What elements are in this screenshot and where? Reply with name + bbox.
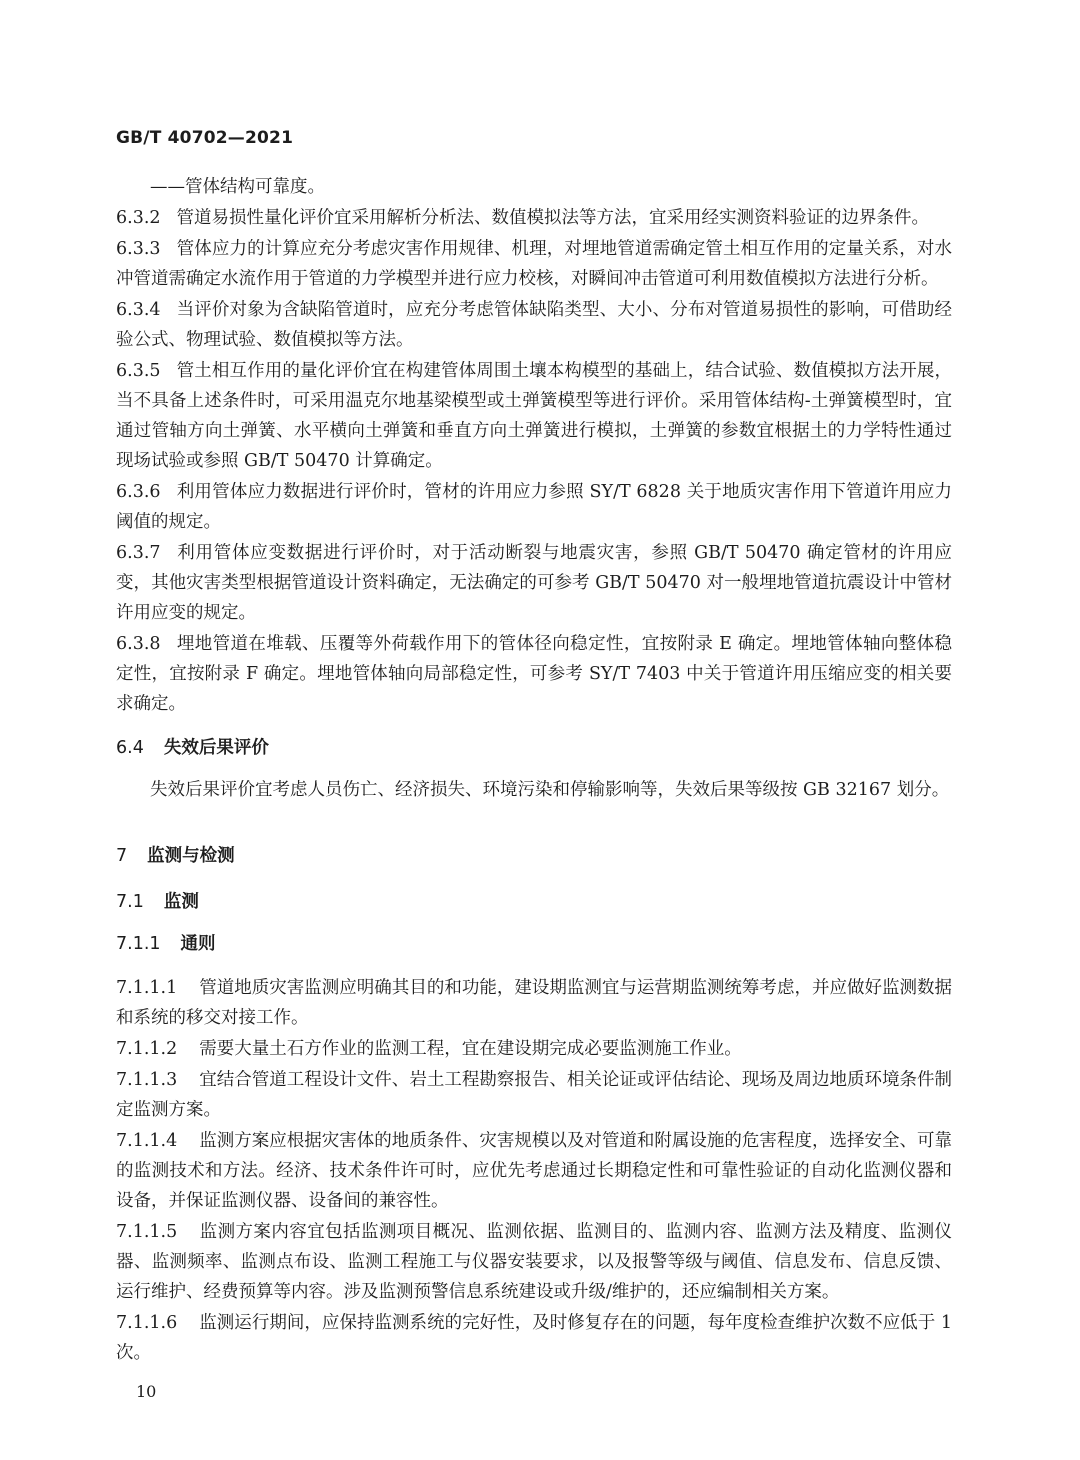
- chapter-heading-7: [116, 841, 952, 871]
- clause-number: 6.3.7: [116, 543, 161, 563]
- clause-number: 6.3.4: [116, 300, 161, 320]
- clause-number: 7.1.1.6: [116, 1313, 178, 1333]
- clause-number: 6.3.6: [116, 482, 161, 502]
- clause-number: 6.3.3: [116, 239, 161, 259]
- clause-text: 管体应力的计算应充分考虑灾害作用规律、机理，对埋地管道需确定管土相互作用的定量关系，对水冲管道需确定水流作用于管道的力学模型并进行应力校核，对瞬间冲击管道可利用数值模拟方法进行分析。: [116, 239, 952, 289]
- clause-7-1-1-3: [116, 1065, 952, 1125]
- section-title: 监测: [163, 892, 199, 912]
- clause-text: 监测运行期间，应保持监测系统的完好性，及时修复存在的问题，每年度检查维护次数不应低于 1 次。: [116, 1313, 952, 1363]
- clause-text: 管道易损性量化评价宜采用解析分析法、数值模拟法等方法，宜采用经实测资料验证的边界条件。: [176, 208, 930, 228]
- clause-number: 6.3.5: [116, 361, 161, 381]
- clause-6-3-6: [116, 477, 952, 537]
- clause-number: 6.3.8: [116, 634, 161, 654]
- clause-7-1-1-6: [116, 1308, 952, 1368]
- clause-number: 7.1.1.1: [116, 978, 178, 998]
- section-number: 7.1: [116, 892, 144, 912]
- clause-text: 监测方案应根据灾害体的地质条件、灾害规模以及对管道和附属设施的危害程度，选择安全、可靠的监测技术和方法。经济、技术条件许可时，应优先考虑通过长期稳定性和可靠性验证的自动化监测仪器和设备，并保证监测仪器、设备间的兼容性。: [116, 1131, 952, 1211]
- clause-6-3-3: [116, 234, 952, 294]
- section-6-4-paragraph: [116, 775, 952, 805]
- clause-text: 当评价对象为含缺陷管道时，应充分考虑管体缺陷类型、大小、分布对管道易损性的影响，可借助经验公式、物理试验、数值模拟等方法。: [116, 300, 952, 350]
- clause-7-1-1-5: [116, 1217, 952, 1307]
- clause-number: 6.3.2: [116, 208, 161, 228]
- clause-text: 监测方案内容宜包括监测项目概况、监测依据、监测目的、监测内容、监测方法及精度、监测仪器、监测频率、监测点布设、监测工程施工与仪器安装要求，以及报警等级与阈值、信息发布、信息反馈、运行维护、经费预算等内容。涉及监测预警信息系统建设或升级/维护的，还应编制相关方案。: [116, 1222, 952, 1302]
- chapter-number: 7: [116, 846, 128, 866]
- clause-6-3-5: [116, 356, 952, 476]
- clause-text: 管道地质灾害监测应明确其目的和功能，建设期监测宜与运营期监测统筹考虑，并应做好监测数据和系统的移交对接工作。: [116, 978, 952, 1028]
- clause-6-3-2: [116, 203, 952, 233]
- clause-text: 宜结合管道工程设计文件、岩土工程勘察报告、相关论证或评估结论、现场及周边地质环境条件制定监测方案。: [116, 1070, 952, 1120]
- chapter-title: 监测与检测: [147, 846, 235, 866]
- paragraph-text: 失效后果评价宜考虑人员伤亡、经济损失、环境污染和停输影响等，失效后果等级按 GB 32167 划分。: [150, 780, 950, 800]
- list-item-dash: [116, 172, 952, 202]
- clause-6-3-7: [116, 538, 952, 628]
- clause-7-1-1-2: [116, 1034, 952, 1064]
- section-number: 6.4: [116, 738, 144, 758]
- clause-text: 利用管体应力数据进行评价时，管材的许用应力参照 SY/T 6828 关于地质灾害作用下管道许用应力阈值的规定。: [116, 482, 952, 532]
- section-heading-7-1: [116, 887, 952, 917]
- section-heading-6-4: [116, 733, 952, 763]
- section-title: 失效后果评价: [163, 738, 269, 758]
- page-body: [116, 172, 952, 1369]
- clause-text: 需要大量土石方作业的监测工程，宜在建设期完成必要监测施工作业。: [199, 1039, 742, 1059]
- paragraph-text: ——管体结构可靠度。: [150, 177, 325, 197]
- clause-text: 利用管体应变数据进行评价时，对于活动断裂与地震灾害，参照 GB/T 50470 确定管材的许用应变，其他灾害类型根据管道设计资料确定，无法确定的可参考 GB/T 50470 对一般埋地管道抗震设计中管材许用应变的规定。: [116, 543, 952, 623]
- section-number: 7.1.1: [116, 934, 161, 954]
- clause-6-3-4: [116, 295, 952, 355]
- section-heading-7-1-1: [116, 929, 952, 959]
- standard-number: GB/T 40702—2021: [116, 128, 294, 148]
- clause-7-1-1-1: [116, 973, 952, 1033]
- clause-7-1-1-4: [116, 1126, 952, 1216]
- clause-number: 7.1.1.4: [116, 1131, 178, 1151]
- clause-6-3-8: [116, 629, 952, 719]
- clause-text: 管土相互作用的量化评价宜在构建管体周围土壤本构模型的基础上，结合试验、数值模拟方法开展，当不具备上述条件时，可采用温克尔地基梁模型或土弹簧模型等进行评价。采用管体结构-土弹簧模型时，宜通过管轴方向土弹簧、水平横向土弹簧和垂直方向土弹簧进行模拟，土弹簧的参数宜根据土的力学特性通过现场试验或参照 GB/T 50470 计算确定。: [116, 361, 952, 471]
- clause-number: 7.1.1.5: [116, 1222, 178, 1242]
- section-title: 通则: [180, 934, 216, 954]
- clause-number: 7.1.1.2: [116, 1039, 178, 1059]
- clause-number: 7.1.1.3: [116, 1070, 178, 1090]
- clause-text: 埋地管道在堆载、压覆等外荷载作用下的管体径向稳定性，宜按附录 E 确定。埋地管体轴向整体稳定性，宜按附录 F 确定。埋地管体轴向局部稳定性，可参考 SY/T 7403 中关于管道许用压缩应变的相关要求确定。: [116, 634, 952, 714]
- page-number: 10: [136, 1382, 157, 1401]
